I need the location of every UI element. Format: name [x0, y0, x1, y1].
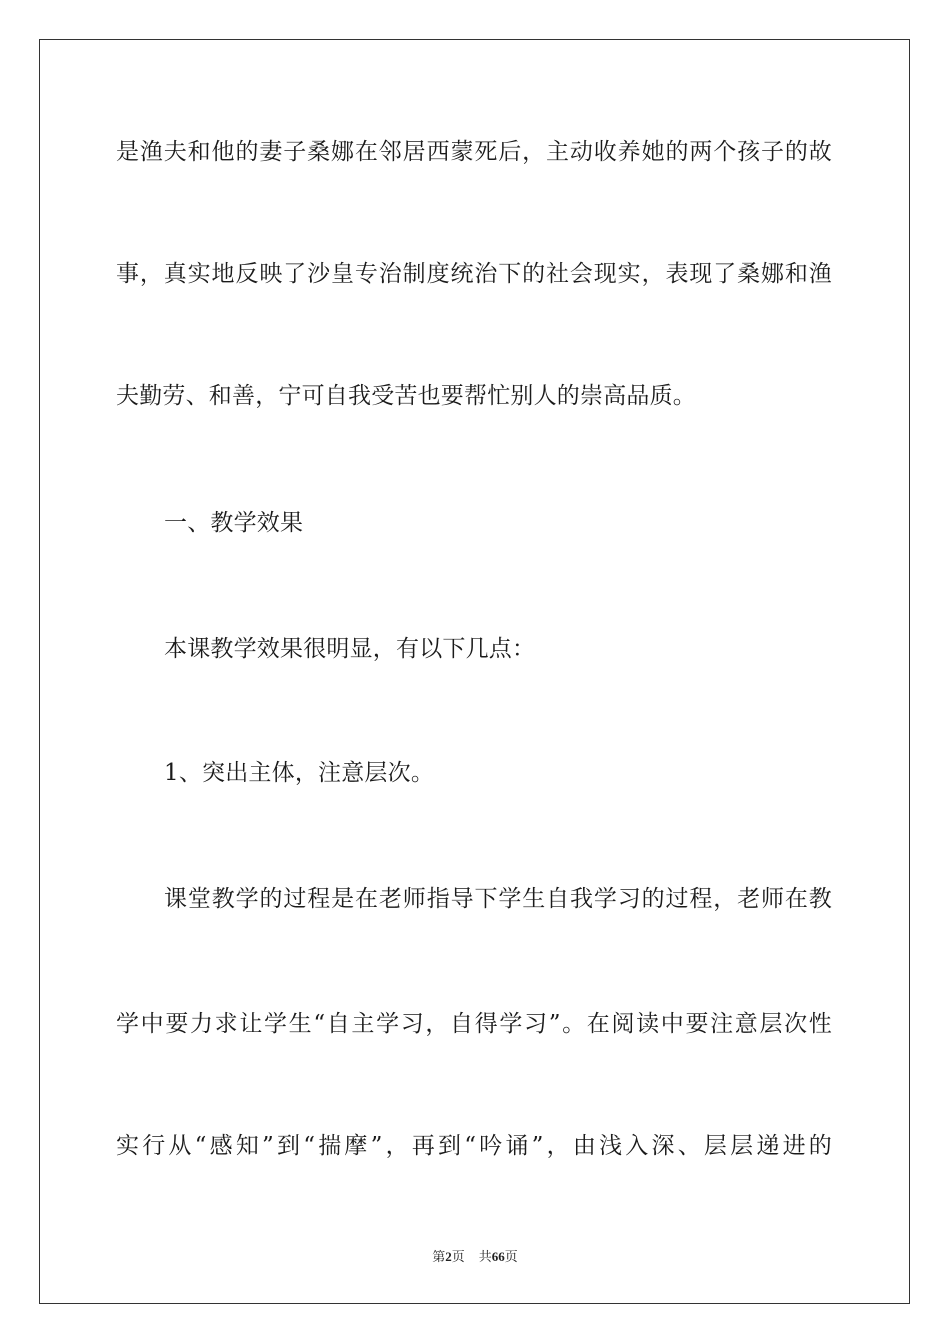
body-line-2: 事，真实地反映了沙皇专治制度统治下的社会现实，表现了桑娜和渔 — [116, 261, 832, 287]
page-footer — [0, 1248, 950, 1267]
footer-page-prefix: 第 — [432, 1250, 446, 1265]
section-heading: 一、教学效果 — [164, 510, 304, 536]
footer-page-number: 2 — [445, 1249, 452, 1264]
list-item-heading: 1、突出主体，注意层次。 — [164, 760, 435, 786]
body-line-7: 课堂教学的过程是在老师指导下学生自我学习的过程，老师在教 — [164, 886, 832, 912]
footer-total-pages: 66 — [491, 1249, 505, 1264]
footer-page-suffix: 页 — [451, 1250, 465, 1265]
body-line-9: 实行从“感知”到“揣摩”，再到“吟诵”，由浅入深、层层递进的 — [116, 1133, 832, 1159]
body-line-8: 学中要力求让学生“自主学习，自得学习”。在阅读中要注意层次性 — [116, 1011, 832, 1037]
footer-total-suffix: 页 — [504, 1250, 518, 1265]
body-line-1: 是渔夫和他的妻子桑娜在邻居西蒙死后，主动收养她的两个孩子的故 — [116, 139, 832, 165]
body-line-3: 夫勤劳、和善，宁可自我受苦也要帮忙别人的崇高品质。 — [116, 383, 696, 409]
body-line-5: 本课教学效果很明显，有以下几点： — [164, 636, 536, 662]
page-border — [39, 39, 910, 1304]
footer-total-prefix: 共 — [478, 1250, 492, 1265]
